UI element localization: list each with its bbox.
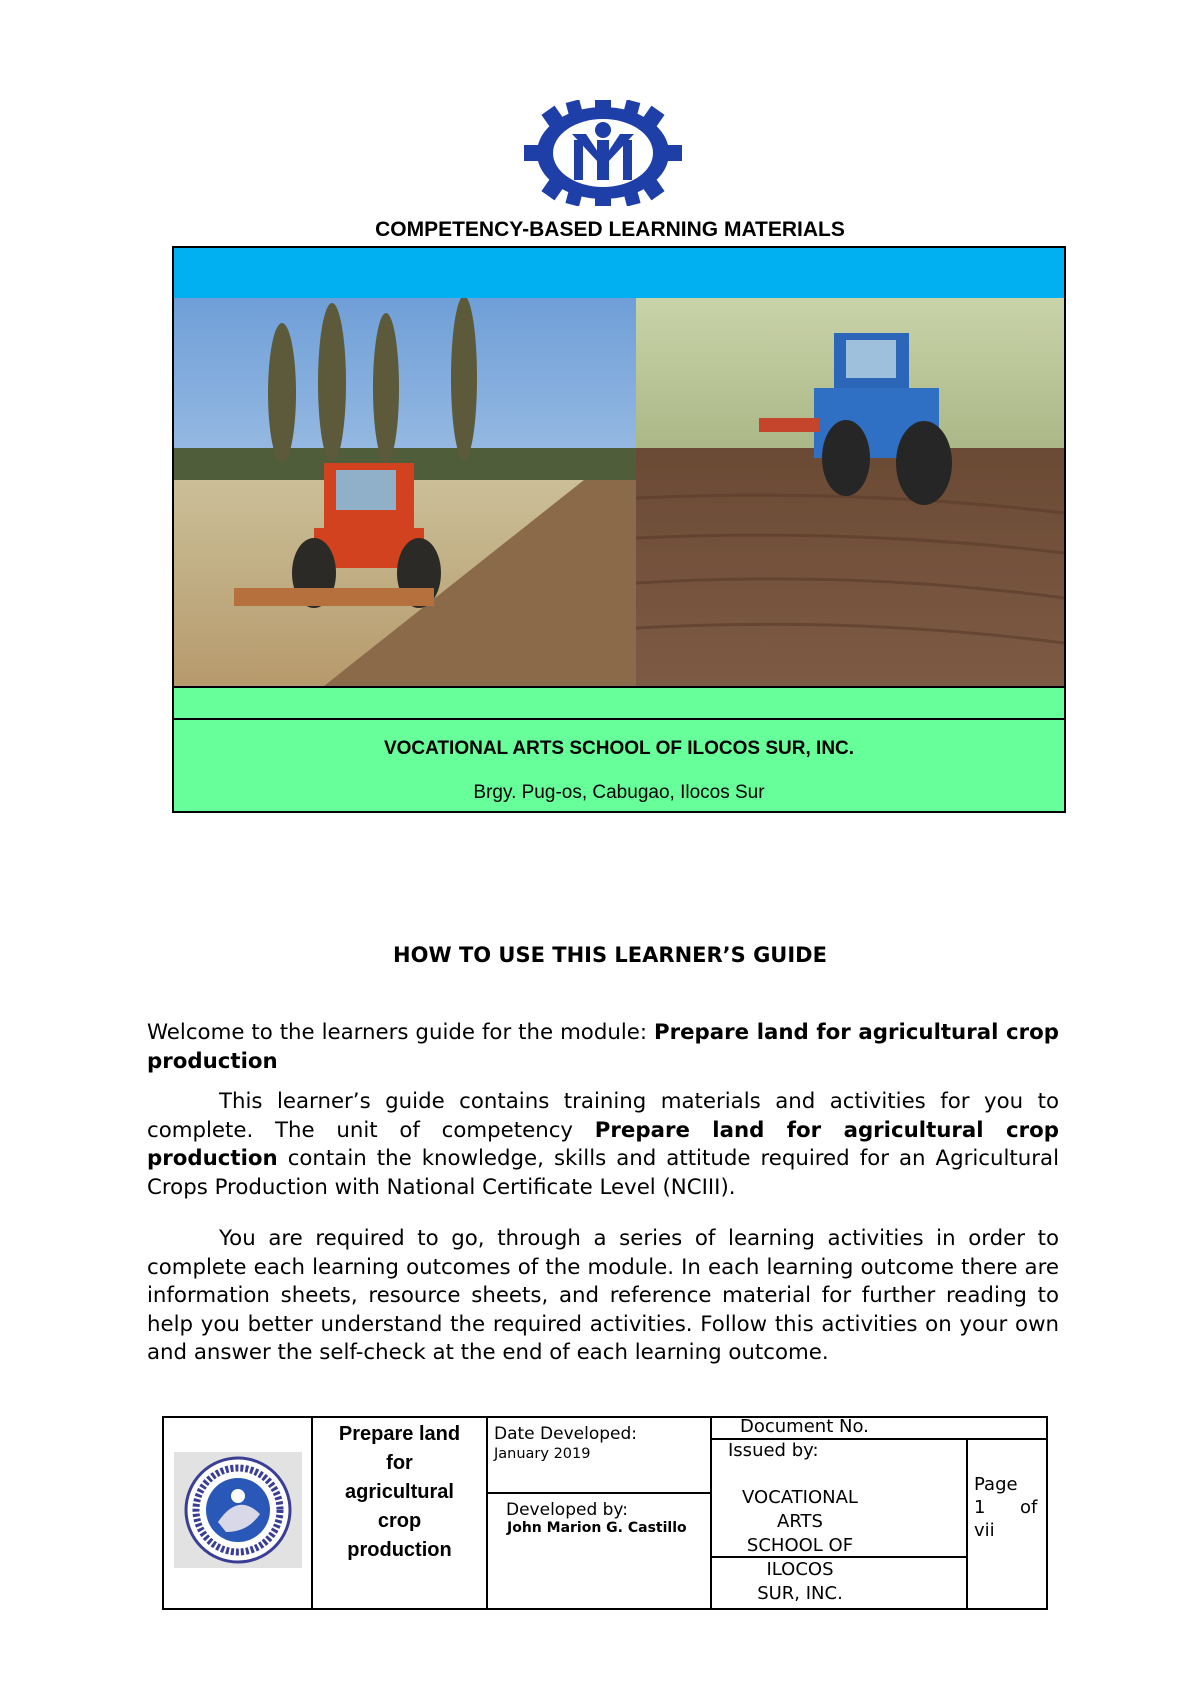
developer-name: John Marion G. Castillo (507, 1520, 687, 1536)
module-title-line: crop (377, 1510, 422, 1532)
date-developed-value: January 2019 (494, 1446, 591, 1462)
welcome-paragraph (147, 1019, 1059, 1076)
cover-photos (174, 298, 1064, 686)
page-of-label: of (1020, 1497, 1038, 1518)
tesda-logo (524, 100, 682, 206)
document-number-label: Document No. (740, 1416, 869, 1437)
issuer-line: SCHOOL OF ILOCOS (746, 1535, 854, 1580)
unit-of-competency: Prepare land for agricultural crop production (147, 1117, 1059, 1171)
document-title: COMPETENCY-BASED LEARNING MATERIALS (375, 218, 845, 241)
welcome-text: Welcome to the learners guide for the module: (147, 1020, 654, 1045)
module-title-line: production (347, 1539, 452, 1561)
issued-by-label: Issued by: (728, 1440, 819, 1461)
guide-heading: HOW TO USE THIS LEARNER’S GUIDE (393, 943, 827, 967)
document-footer-table (162, 1416, 1048, 1610)
page-total: vii (974, 1520, 995, 1541)
date-developed-label: Date Developed: (494, 1424, 637, 1444)
guide-paragraph-1 (147, 1088, 1059, 1202)
issuer-name (718, 1486, 882, 1606)
paragraph-1-text-a: This learner’s guide contains training materials and activities for you to complete. The unit of competency (147, 1089, 1059, 1143)
module-title-line: agricultural (345, 1481, 454, 1503)
issuer-line: VOCATIONAL ARTS (742, 1487, 858, 1532)
school-info-band (174, 720, 1064, 811)
developed-by-label: Developed by: (506, 1500, 628, 1520)
page-number: 1 (974, 1497, 986, 1518)
guide-paragraph-2: You are required to go, through a series of learning activities in order to complete each learning outcomes of the module. In each learning outcome there are information sheets, resource sheets, and reference material for further reading to help you better understand the required activities. Follow this activities on your own and answer the self-check at the end of each learning outcome. (147, 1226, 1059, 1365)
school-seal-logo (174, 1452, 302, 1568)
cover-banner (172, 246, 1066, 813)
paragraph-1-text-b: contain the knowledge, skills and attitude required for an Agricultural Crops Production with National Certificate Level (NCIII). (147, 1146, 1059, 1200)
module-title-line: for (386, 1452, 413, 1474)
blue-band (174, 248, 1064, 298)
school-name: VOCATIONAL ARTS SCHOOL OF ILOCOS SUR, INC. (383, 738, 855, 759)
school-address: Brgy. Pug-os, Cabugao, Ilocos Sur (473, 782, 765, 803)
green-band-divider (174, 686, 1064, 720)
issuer-line: SUR, INC. (757, 1583, 843, 1604)
module-title-line: Prepare land (338, 1423, 461, 1445)
page-label: Page (974, 1474, 1018, 1495)
module-name: Prepare land for agricultural crop production (147, 1020, 1059, 1074)
module-title-cell (312, 1416, 487, 1565)
